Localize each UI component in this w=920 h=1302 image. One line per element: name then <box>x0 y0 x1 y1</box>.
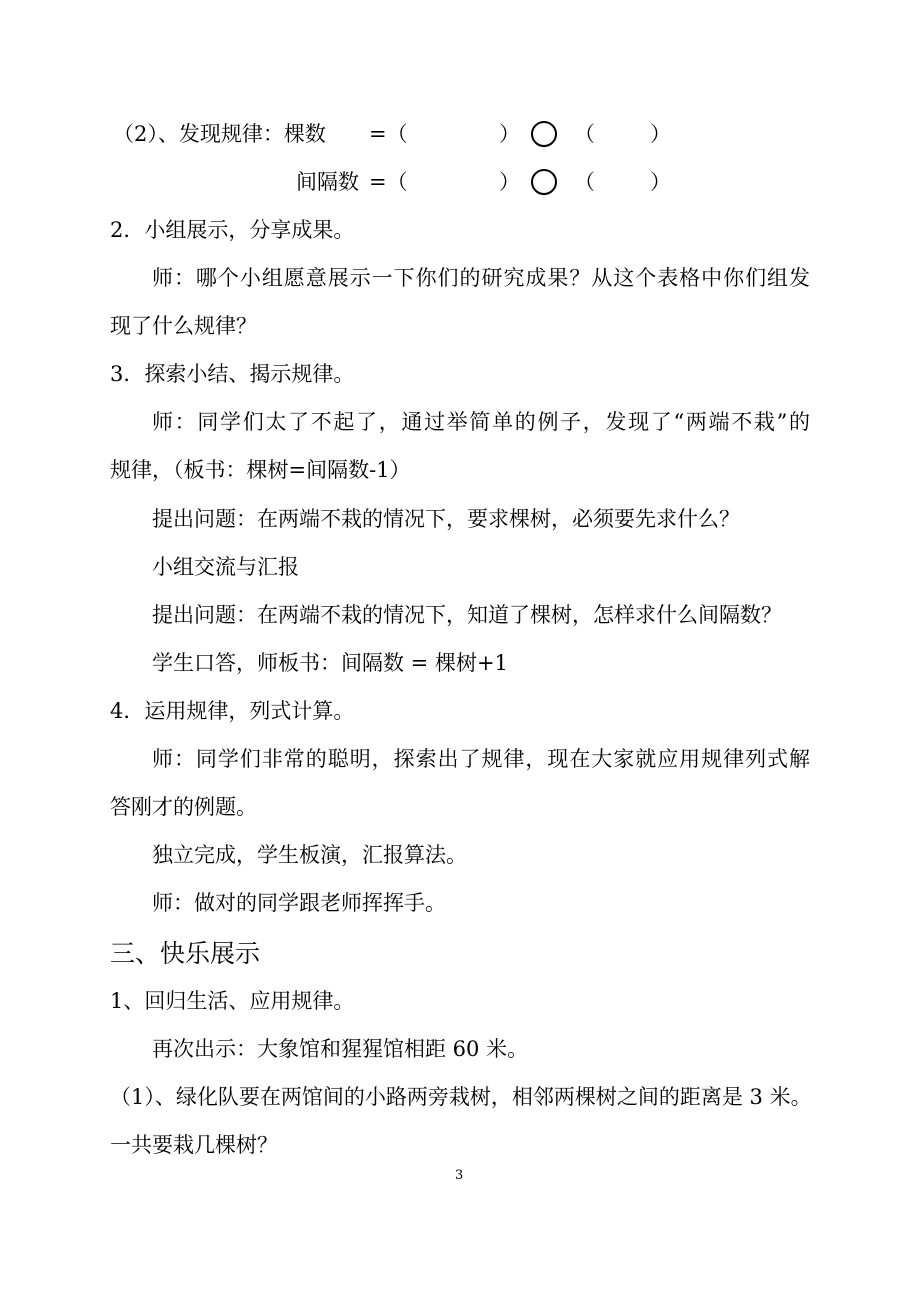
paragraph-teacher-praise-cont: 规律，（板书：棵树=间隔数-1） <box>110 458 411 482</box>
item-1-heading: 1、回归生活、应用规律。 <box>110 989 355 1013</box>
step-3-heading: 3．探索小结、揭示规律。 <box>110 362 355 386</box>
step-4-heading: 4．运用规律，列式计算。 <box>110 699 355 723</box>
operator-circle-icon <box>531 121 557 147</box>
paragraph-group-report: 小组交流与汇报 <box>152 555 299 579</box>
problem-1: （1）、绿化队要在两馆间的小路两旁栽树，相邻两棵树之间的距离是 3 米。 <box>110 1085 812 1109</box>
paragraph-question-2: 提出问题：在两端不栽的情况下，知道了棵树，怎样求什么间隔数？ <box>152 603 782 627</box>
formula-close2-intervals: ） <box>650 170 671 194</box>
section-heading-3: 三、快乐展示 <box>110 939 261 968</box>
paragraph-teacher-question-cont: 现了什么规律？ <box>110 314 257 338</box>
formula-close2-trees: ） <box>650 122 671 146</box>
paragraph-independent: 独立完成，学生板演，汇报算法。 <box>152 843 467 867</box>
paragraph-teacher-apply-cont: 答刚才的例题。 <box>110 795 257 819</box>
formula-close1-intervals: ） <box>499 170 520 194</box>
paragraph-teacher-apply: 师：同学们非常的聪明，探索出了规律，现在大家就应用规律列式解 <box>152 747 810 771</box>
paragraph-question-1: 提出问题：在两端不栽的情况下，要求棵树，必须要先求什么？ <box>152 507 740 531</box>
paragraph-student-answer: 学生口答，师板书：间隔数 = 棵树+1 <box>152 651 508 675</box>
formula-open2-trees: （ <box>574 122 595 146</box>
formula-eq-intervals: =（ <box>369 170 408 194</box>
paragraph-wave: 师：做对的同学跟老师挥挥手。 <box>152 891 446 915</box>
step-2-heading: 2．小组展示，分享成果。 <box>110 218 355 242</box>
page-number: 3 <box>455 1168 464 1183</box>
formula-label-intervals: 间隔数 <box>296 170 359 194</box>
problem-1-cont: 一共要栽几棵树？ <box>110 1133 278 1157</box>
formula-close1-trees: ） <box>499 122 520 146</box>
operator-circle-icon <box>531 169 557 195</box>
paragraph-teacher-praise: 师：同学们太了不起了，通过举简单的例子，发现了“两端不栽”的 <box>152 410 810 434</box>
formula-label-trees: （2）、发现规律：棵数 <box>113 122 326 146</box>
formula-eq-trees: =（ <box>369 122 408 146</box>
formula-open2-intervals: （ <box>574 170 595 194</box>
paragraph-display-again: 再次出示：大象馆和猩猩馆相距 60 米。 <box>152 1037 529 1061</box>
paragraph-teacher-question: 师：哪个小组愿意展示一下你们的研究成果？从这个表格中你们组发 <box>152 266 810 290</box>
